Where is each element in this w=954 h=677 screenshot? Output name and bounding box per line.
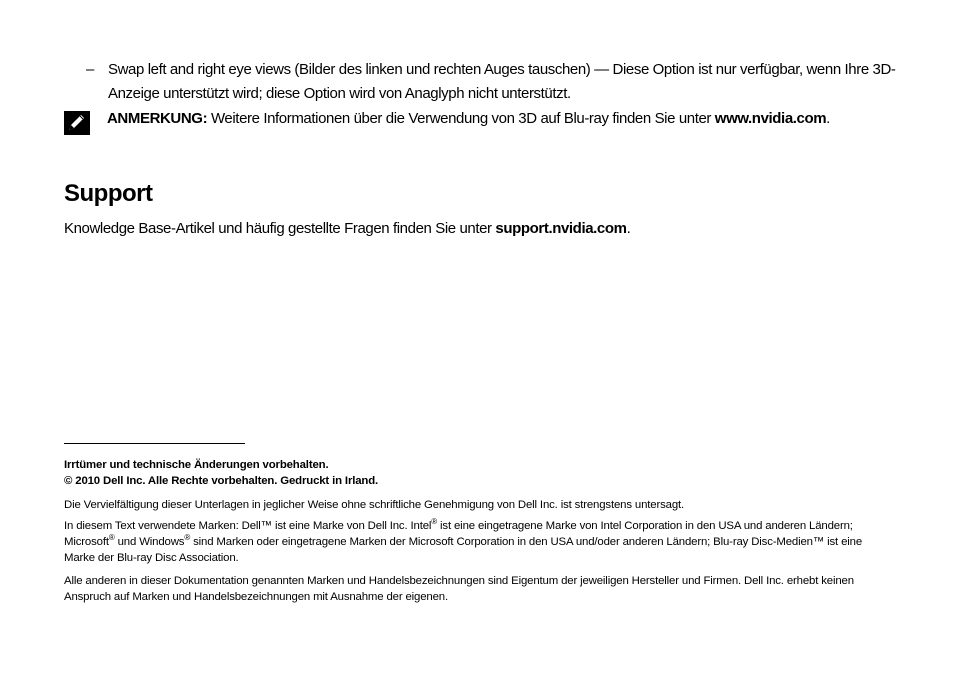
footer-trademarks [64, 518, 864, 566]
footer-copyright: © 2010 Dell Inc. Alle Rechte vorbehalten. Gedruckt in Irland. [64, 475, 379, 487]
support-paragraph [64, 217, 884, 241]
nvidia-link[interactable]: www.nvidia.com [714, 110, 827, 127]
footer-reproduction: Die Vervielfältigung dieser Unterlagen in jeglicher Weise ohne schriftliche Genehmigung von Dell Inc. ist strengstens untersagt. [64, 499, 685, 511]
tm-part-b: ist eine eingetragene Marke von Intel Corporation in den USA und anderen Ländern; Microsoft [64, 520, 853, 548]
support-end: . [626, 220, 631, 237]
tm-part-d: sind Marken oder eingetragene Marken der Microsoft Corporation in den USA und/oder anderen Ländern; Blu-ray Disc-Medien™ ist eine Marke der Blu-ray Disc Association. [64, 536, 863, 564]
footer-rule [64, 443, 245, 444]
note-end: . [826, 110, 830, 127]
bullet-dash: – [86, 61, 95, 78]
reg-mark: ® [184, 533, 191, 542]
reg-mark: ® [431, 517, 438, 526]
support-heading: Support [64, 180, 153, 207]
note-paragraph [107, 107, 887, 131]
tm-part-a: In diesem Text verwendete Marken: Dell™ ist eine Marke von Dell Inc. Intel [64, 520, 432, 532]
support-link[interactable]: support.nvidia.com [495, 220, 627, 237]
note-text: Weitere Informationen über die Verwendung von 3D auf Blu-ray finden Sie unter [207, 110, 715, 127]
tm-part-c: und Windows [114, 536, 185, 548]
footer-other-marks: Alle anderen in dieser Dokumentation genannten Marken und Handelsbezeichnungen sind Eigentum der jeweiligen Hersteller und Firmen. Dell Inc. erhebt keinen Anspruch auf Marken und Handelsbezeichnungen mit Ausnahme der eigenen. [64, 575, 854, 603]
note-label: ANMERKUNG: [107, 110, 208, 127]
pencil-note-icon [64, 111, 90, 135]
reg-mark: ® [108, 533, 115, 542]
bullet-item-swap-eye-views: Swap left and right eye views (Bilder des linken und rechten Auges tauschen) — Diese Option ist nur verfügbar, wenn Ihre 3D-Anzeige unterstützt wird; diese Option wird von Anaglyph nicht unterstützt. [108, 61, 896, 102]
support-text: Knowledge Base-Artikel und häufig gestellte Fragen finden Sie unter [64, 220, 496, 237]
footer-disclaimer: Irrtümer und technische Änderungen vorbehalten. [64, 459, 329, 471]
